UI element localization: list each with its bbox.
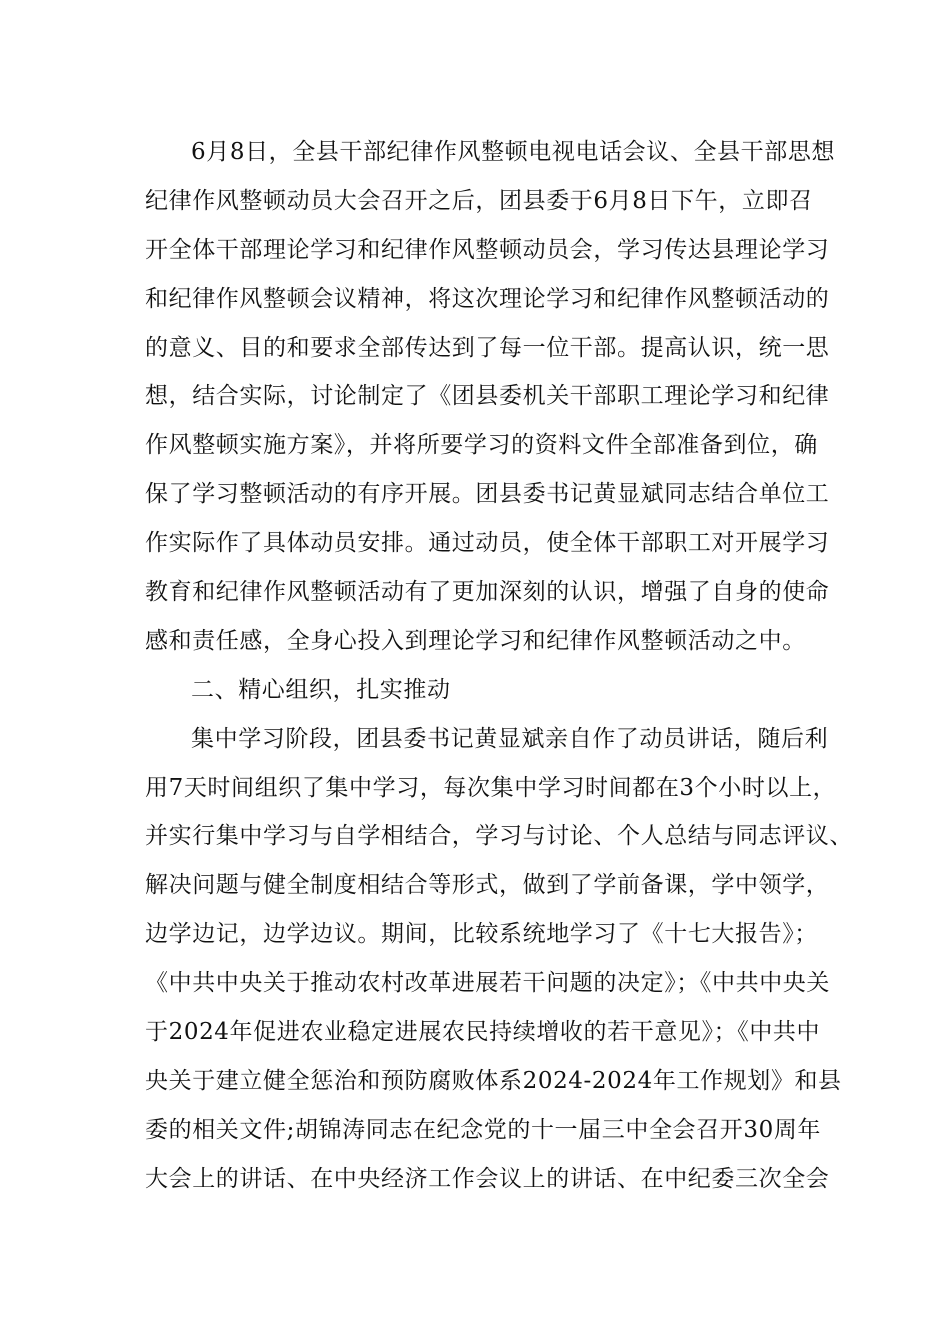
paragraph-line: 保了学习整顿活动的有序开展。团县委书记黄显斌同志结合单位工	[145, 481, 830, 508]
paragraph-line: 大会上的讲话、在中央经济工作会议上的讲话、在中纪委三次全会	[145, 1165, 830, 1192]
paragraph-line: 想，结合实际，讨论制定了《团县委机关干部职工理论学习和纪律	[145, 383, 830, 410]
paragraph-line: 作实际作了具体动员安排。通过动员，使全体干部职工对开展学习	[145, 530, 830, 557]
paragraph-line: 边学边记，边学边议。期间，比较系统地学习了《十七大报告》；	[145, 921, 818, 948]
paragraph-line: 和纪律作风整顿会议精神，将这次理论学习和纪律作风整顿活动的	[145, 285, 830, 312]
paragraph-line: 作风整顿实施方案》，并将所要学习的资料文件全部准备到位，确	[145, 432, 818, 459]
paragraph-line: 解决问题与健全制度相结合等形式，做到了学前备课，学中领学，	[145, 872, 830, 899]
paragraph-line: 6月8日，全县干部纪律作风整顿电视电话会议、全县干部思想	[191, 139, 836, 165]
paragraph-line: 《中共中央关于推动农村改革进展若干问题的决定》；《中共中央关	[145, 970, 830, 997]
body-text	[145, 128, 853, 1204]
paragraph-line: 集中学习阶段，团县委书记黄显斌亲自作了动员讲话，随后利	[191, 725, 829, 752]
paragraph-line: 开全体干部理论学习和纪律作风整顿动员会，学习传达县理论学习	[145, 236, 830, 263]
paragraph-line: 的意义、目的和要求全部传达到了每一位干部。提高认识，统一思	[145, 334, 830, 361]
paragraph-line: 感和责任感，全身心投入到理论学习和纪律作风整顿活动之中。	[145, 627, 806, 654]
paragraph-line: 纪律作风整顿动员大会召开之后，团县委于6月8日下午，立即召	[145, 187, 813, 214]
paragraph-line: 于2024年促进农业稳定进展农民持续增收的若干意见》；《中共中	[145, 1019, 821, 1046]
section-heading: 二、精心组织，扎实推动	[191, 676, 451, 703]
paragraph-line: 委的相关文件;胡锦涛同志在纪念党的十一届三中全会召开30周年	[145, 1116, 822, 1143]
paragraph-line: 央关于建立健全惩治和预防腐败体系2024-2024年工作规划》和县	[145, 1067, 842, 1094]
paragraph-line: 并实行集中学习与自学相结合，学习与讨论、个人总结与同志评议、	[145, 823, 853, 850]
paragraph-line: 教育和纪律作风整顿活动有了更加深刻的认识，增强了自身的使命	[145, 579, 830, 606]
paragraph-line: 用7天时间组织了集中学习，每次集中学习时间都在3个小时以上，	[145, 774, 837, 801]
